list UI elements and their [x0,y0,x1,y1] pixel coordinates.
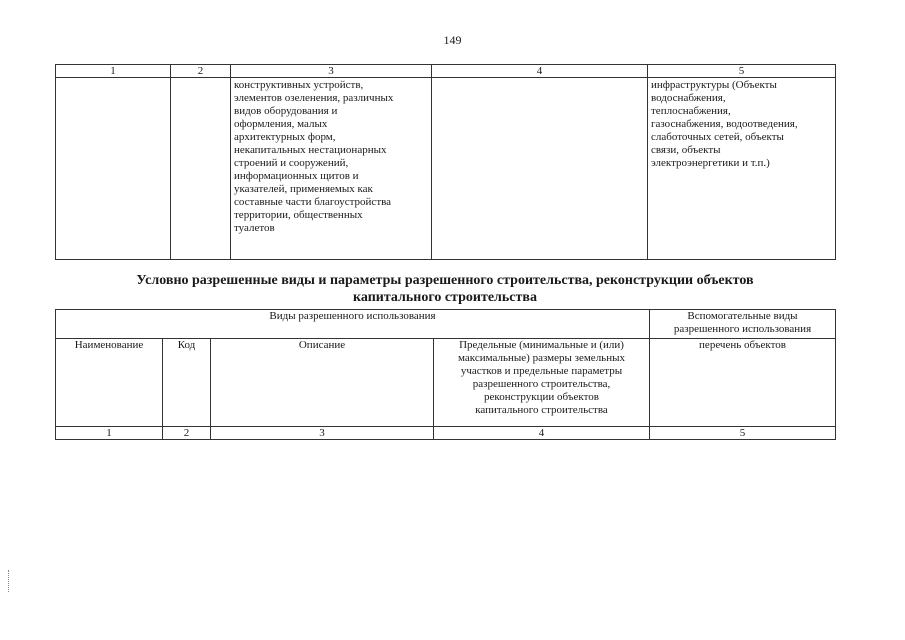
text-line: конструктивных устройств, [234,79,364,91]
text-line: слаботочных сетей, объекты [651,131,784,143]
cell-empty [56,78,171,260]
column-header-row [56,339,836,427]
text-line: разрешенного строительства, [472,378,611,390]
cell-empty [171,78,231,260]
group-header-row [56,310,836,339]
text-line: информационных щитов и [234,170,359,182]
heading-line: Условно разрешенные виды и параметры разрешенного строительства, реконструкции объектов [136,273,754,288]
section-heading [55,272,835,306]
text-line: теплоснабжения, [651,105,731,117]
text-line: максимальные) размеры земельных [458,352,625,364]
text-line: связи, объекты [651,144,721,156]
cell-description [231,78,432,260]
conditional-uses-table [55,309,836,440]
text-line: водоснабжения, [651,92,726,104]
text-line: элементов озеленения, различных [234,92,394,104]
text-line: капитального строительства [475,404,608,416]
group-header-auxiliary-uses [650,310,836,339]
column-number: 4 [434,427,650,440]
text-line: некапитальных нестационарных [234,144,387,156]
text-line: Вспомогательные виды [687,310,798,322]
heading-line: капитального строительства [353,290,537,305]
column-number: 5 [650,427,836,440]
text-line: туалетов [234,222,275,234]
text-line: строений и сооружений, [234,157,349,169]
col-header-parameters [434,339,650,427]
cell-empty [432,78,648,260]
text-line: электроэнергетики и т.п.) [651,157,770,169]
text-line: указателей, применяемых как [234,183,373,195]
text-line: Предельные (минимальные и (или) [459,339,624,351]
column-number: 2 [171,65,231,78]
column-number: 4 [432,65,648,78]
text-line: инфраструктуры (Объекты [651,79,777,91]
col-header-objects: перечень объектов [650,339,836,427]
text-line: архитектурных форм, [234,131,336,143]
text-line: участков и предельные параметры [460,365,623,377]
col-header-code: Код [163,339,211,427]
text-line: видов оборудования и [234,105,338,117]
continuation-table [55,64,836,260]
column-number: 2 [163,427,211,440]
text-line: реконструкции объектов [484,391,599,403]
text-line: разрешенного использования [673,323,812,335]
col-header-description: Описание [211,339,434,427]
text-line: оформления, малых [234,118,328,130]
cell-objects [648,78,836,260]
table-row [56,78,836,260]
scan-margin-mark [8,570,10,592]
col-header-name: Наименование [56,339,163,427]
column-number: 5 [648,65,836,78]
column-number: 3 [231,65,432,78]
text-line: газоснабжения, водоотведения, [651,118,798,130]
group-header-permitted-uses: Виды разрешенного использования [56,310,650,339]
page-number: 149 [443,33,462,47]
column-number-row [56,427,836,440]
text-line: территории, общественных [234,209,363,221]
column-number-row [56,65,836,78]
column-number: 1 [56,427,163,440]
column-number: 3 [211,427,434,440]
column-number: 1 [56,65,171,78]
text-line: составные части благоустройства [234,196,392,208]
